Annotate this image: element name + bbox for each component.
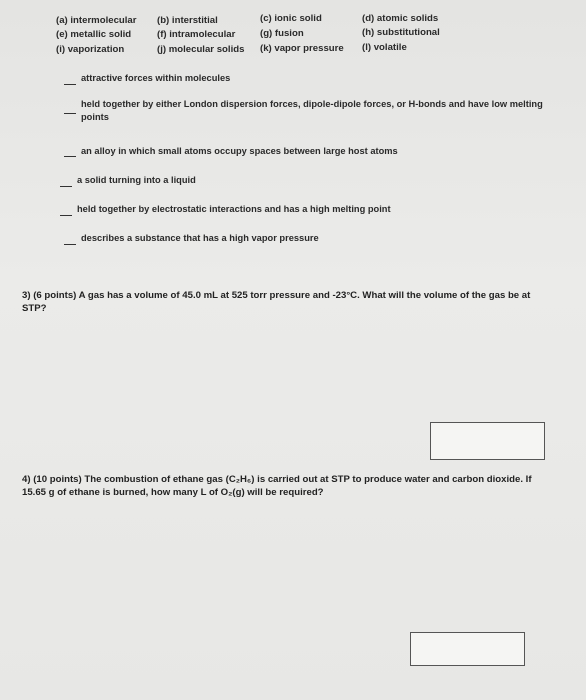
answer-blank-5[interactable] (60, 215, 72, 216)
term-h: (h) substitutional (362, 27, 440, 38)
term-d: (d) atomic solids (362, 13, 439, 24)
matching-item-4: a solid turning into a liquid (77, 175, 196, 185)
term-l: (l) volatile (362, 42, 407, 53)
answer-box-q4[interactable] (410, 632, 525, 666)
term-g: (g) fusion (260, 28, 304, 39)
matching-item-2: held together by either London dispersion forces, dipole-dipole forces, or H-bonds and have low melting points (81, 99, 543, 122)
answer-blank-3[interactable] (64, 156, 76, 157)
answer-box-q3[interactable] (430, 422, 545, 460)
answer-blank-1[interactable] (64, 84, 76, 85)
question-4: 4) (10 points) The combustion of ethane gas (C₂H₆) is carried out at STP to produce water and carbon dioxide. If 15.65 g of ethane is burned, how many L of O₂(g) will be required? (22, 474, 532, 498)
word-bank (0, 0, 586, 60)
term-b: (b) interstitial (157, 15, 218, 26)
matching-item-6: describes a substance that has a high vapor pressure (81, 233, 319, 243)
term-e: (e) metallic solid (56, 29, 132, 40)
term-f: (f) intramolecular (157, 29, 236, 40)
term-k: (k) vapor pressure (260, 43, 344, 54)
term-c: (c) ionic solid (260, 13, 322, 24)
matching-item-5: held together by electrostatic interactions and has a high melting point (77, 204, 391, 214)
question-3: 3) (6 points) A gas has a volume of 45.0 mL at 525 torr pressure and -23°C. What will the volume of the gas be at STP? (22, 290, 531, 314)
term-j: (j) molecular solids (157, 44, 245, 55)
matching-item-3: an alloy in which small atoms occupy spaces between large host atoms (81, 146, 398, 156)
term-i: (i) vaporization (56, 44, 125, 55)
answer-blank-2[interactable] (64, 113, 76, 114)
matching-item-1: attractive forces within molecules (81, 73, 231, 83)
answer-blank-6[interactable] (64, 244, 76, 245)
answer-blank-4[interactable] (60, 186, 72, 187)
term-a: (a) intermolecular (56, 15, 137, 26)
